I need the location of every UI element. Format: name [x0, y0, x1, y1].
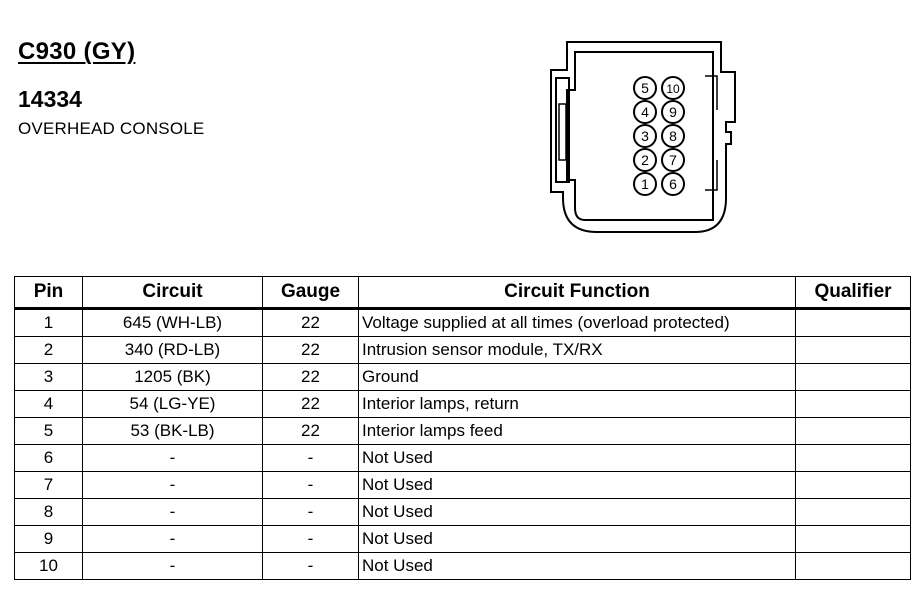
- table-row: [15, 337, 911, 364]
- circuit-cell: 1205 (BK): [83, 364, 263, 391]
- table-row: [15, 391, 911, 418]
- pin-number-label: 7: [669, 152, 677, 168]
- qualifier-cell: [796, 445, 911, 472]
- circuit-function-cell: Not Used: [359, 553, 796, 580]
- pin-cell: 7: [15, 472, 83, 499]
- circuit-function-cell: Voltage supplied at all times (overload protected): [359, 309, 796, 337]
- circuit-function-cell: Not Used: [359, 445, 796, 472]
- qualifier-cell: [796, 526, 911, 553]
- pin-cell: 6: [15, 445, 83, 472]
- pin-number-label: 10: [666, 82, 680, 96]
- pin-number-label: 1: [641, 176, 649, 192]
- qualifier-cell: [796, 553, 911, 580]
- pin-cell: 3: [15, 364, 83, 391]
- connector-location: OVERHEAD CONSOLE: [18, 119, 205, 138]
- gauge-cell: -: [263, 499, 359, 526]
- column-header-qualifier: Qualifier: [796, 277, 911, 309]
- pin-cell: 4: [15, 391, 83, 418]
- qualifier-cell: [796, 309, 911, 337]
- circuit-cell: 340 (RD-LB): [83, 337, 263, 364]
- pin-number-label: 4: [641, 104, 649, 120]
- circuit-function-cell: Intrusion sensor module, TX/RX: [359, 337, 796, 364]
- circuit-cell: 54 (LG-YE): [83, 391, 263, 418]
- qualifier-cell: [796, 418, 911, 445]
- pin-number-label: 9: [669, 104, 677, 120]
- column-header-circuit: Circuit: [83, 277, 263, 309]
- circuit-cell: -: [83, 445, 263, 472]
- qualifier-cell: [796, 472, 911, 499]
- gauge-cell: -: [263, 553, 359, 580]
- table-header-row: [15, 277, 911, 309]
- table-row: [15, 553, 911, 580]
- pin-cell: 5: [15, 418, 83, 445]
- qualifier-cell: [796, 364, 911, 391]
- pin-number-label: 6: [669, 176, 677, 192]
- gauge-cell: 22: [263, 391, 359, 418]
- table-row: [15, 364, 911, 391]
- table-row: [15, 309, 911, 337]
- gauge-cell: 22: [263, 309, 359, 337]
- connector-face-diagram: [545, 40, 745, 236]
- table-row: [15, 445, 911, 472]
- gauge-cell: -: [263, 526, 359, 553]
- pin-number-label: 5: [641, 80, 649, 96]
- gauge-cell: -: [263, 445, 359, 472]
- circuit-cell: 645 (WH-LB): [83, 309, 263, 337]
- circuit-cell: -: [83, 472, 263, 499]
- table-row: [15, 499, 911, 526]
- column-header-pin: Pin: [15, 277, 83, 309]
- circuit-cell: -: [83, 526, 263, 553]
- qualifier-cell: [796, 499, 911, 526]
- circuit-cell: -: [83, 553, 263, 580]
- circuit-function-cell: Ground: [359, 364, 796, 391]
- pin-cell: 9: [15, 526, 83, 553]
- connector-id-title: C930 (GY): [18, 38, 136, 65]
- gauge-cell: 22: [263, 364, 359, 391]
- column-header-circuit-function: Circuit Function: [359, 277, 796, 309]
- pin-cell: 1: [15, 309, 83, 337]
- table-row: [15, 526, 911, 553]
- pin-number-label: 8: [669, 128, 677, 144]
- circuit-function-cell: Not Used: [359, 526, 796, 553]
- circuit-function-cell: Interior lamps, return: [359, 391, 796, 418]
- pin-cell: 10: [15, 553, 83, 580]
- pinout-table: [14, 276, 911, 580]
- pin-number-label: 2: [641, 152, 649, 168]
- qualifier-cell: [796, 391, 911, 418]
- part-number: 14334: [18, 86, 82, 112]
- gauge-cell: 22: [263, 418, 359, 445]
- pin-cell: 2: [15, 337, 83, 364]
- gauge-cell: 22: [263, 337, 359, 364]
- table-row: [15, 418, 911, 445]
- pin-number-label: 3: [641, 128, 649, 144]
- column-header-gauge: Gauge: [263, 277, 359, 309]
- circuit-cell: -: [83, 499, 263, 526]
- pin-cell: 8: [15, 499, 83, 526]
- circuit-cell: 53 (BK-LB): [83, 418, 263, 445]
- qualifier-cell: [796, 337, 911, 364]
- circuit-function-cell: Not Used: [359, 499, 796, 526]
- circuit-function-cell: Interior lamps feed: [359, 418, 796, 445]
- circuit-function-cell: Not Used: [359, 472, 796, 499]
- gauge-cell: -: [263, 472, 359, 499]
- table-row: [15, 472, 911, 499]
